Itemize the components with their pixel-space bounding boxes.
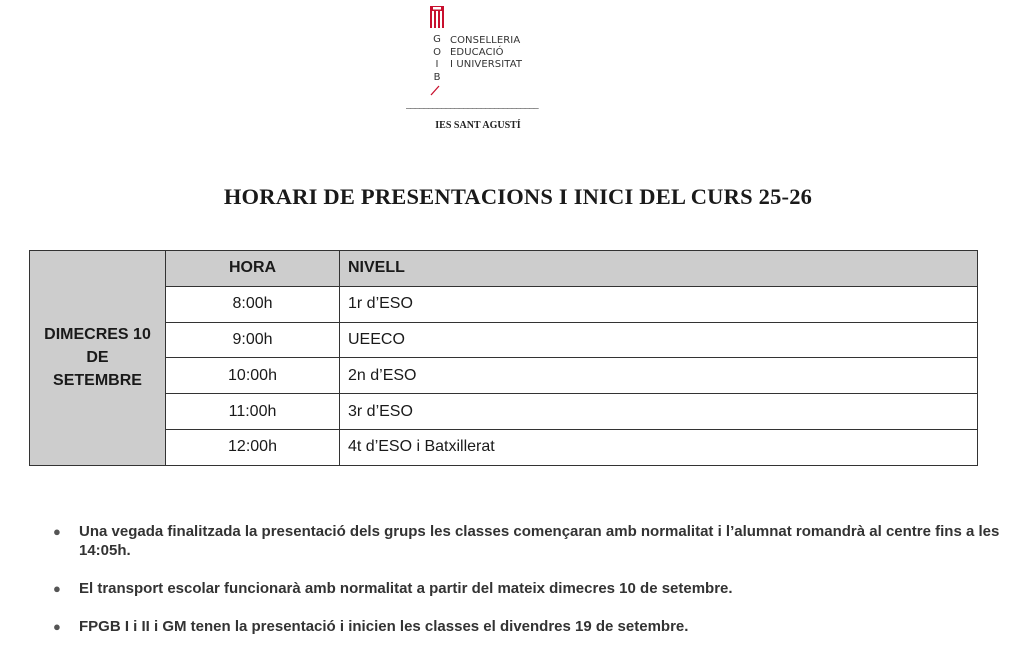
list-item <box>53 522 1013 560</box>
slash-mark-icon <box>430 84 442 96</box>
nivell-cell: 2n d’ESO <box>340 358 978 394</box>
balearic-flag-icon <box>429 6 445 28</box>
hora-cell: 10:00h <box>166 358 340 394</box>
nivell-cell: UEECO <box>340 322 978 358</box>
bullet-icon: ● <box>53 581 61 596</box>
nivell-cell: 3r d’ESO <box>340 394 978 430</box>
table-row <box>30 322 978 358</box>
nivell-header: NIVELL <box>340 251 978 287</box>
notes-list <box>53 522 1013 636</box>
hora-cell: 9:00h <box>166 322 340 358</box>
note-text: El transport escolar funcionarà amb normalitat a partir del mateix dimecres 10 de setembre. <box>79 580 733 597</box>
header-separator: ______________________________ <box>406 100 539 110</box>
department-name: CONSELLERIA EDUCACIÓ I UNIVERSITAT <box>450 35 523 70</box>
note-text: Una vegada finalitzada la presentació dels grups les classes començaran amb normalitat i l’alumnat romandrà al centre fins a les 14:05h. <box>79 523 1000 559</box>
page-title: HORARI DE PRESENTACIONS I INICI DEL CURS 25-26 <box>223 184 813 209</box>
list-item <box>53 579 1013 598</box>
table-row <box>30 286 978 322</box>
table-header-row <box>30 251 978 287</box>
note-text: FPGB I i II i GM tenen la presentació i inicien les classes el divendres 19 de setembre. <box>79 618 689 635</box>
list-item <box>53 617 1013 636</box>
bullet-icon: ● <box>53 619 61 634</box>
hora-header: HORA <box>166 251 340 287</box>
hora-cell: 12:00h <box>166 429 340 465</box>
nivell-cell: 1r d’ESO <box>340 286 978 322</box>
nivell-cell: 4t d’ESO i Batxillerat <box>340 429 978 465</box>
hora-cell: 11:00h <box>166 394 340 430</box>
schedule-table <box>29 250 978 466</box>
govern-logo <box>426 4 556 100</box>
table-row <box>30 358 978 394</box>
bullet-icon: ● <box>53 524 61 539</box>
day-cell: DIMECRES 10 DE SETEMBRE <box>30 251 166 466</box>
table-row <box>30 394 978 430</box>
goib-wordmark: G O I B <box>433 34 441 83</box>
hora-cell: 8:00h <box>166 286 340 322</box>
school-name: IES SANT AGUSTÍ <box>435 120 521 131</box>
table-row <box>30 429 978 465</box>
